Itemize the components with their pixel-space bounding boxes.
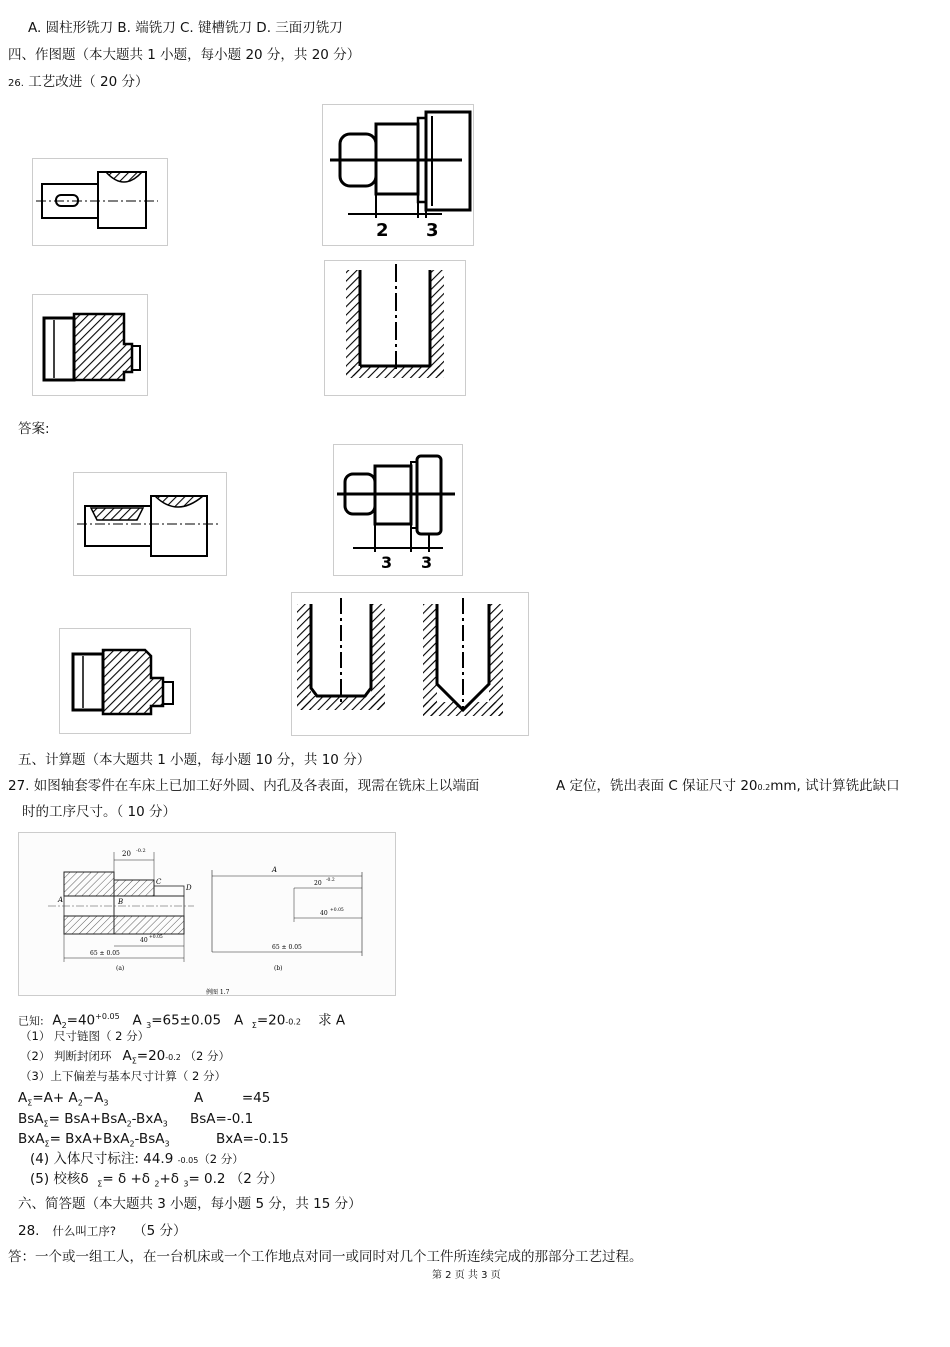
question-28	[18, 1222, 187, 1240]
figure-q26-stepped-shaft	[322, 104, 474, 246]
figure-label: 2	[376, 220, 389, 241]
equation-1-result: A =45	[194, 1090, 271, 1106]
dim-label: A	[272, 866, 278, 874]
figure-q27-sleeve-dimension-chain	[18, 832, 396, 996]
figure-label: 3	[426, 220, 439, 241]
figure-caption: (a)	[116, 965, 125, 972]
figure-q26-blind-hole	[324, 260, 466, 396]
given-line: 已知: $A_2=40^{+0.05}$ A $_3$=65±0.05 A $_\Sigma$=20-0.2 求 A	[18, 1012, 346, 1031]
figure-label: 3	[381, 553, 393, 572]
step-4: (4) 入体尺寸标注: 44.9 -0.05（2 分）	[30, 1151, 244, 1167]
equation-1: $A_\Sigma=A+ A_2-A_3$	[18, 1090, 109, 1108]
step-3: （3）上下偏差与基本尺寸计算（ 2 分）	[20, 1069, 226, 1083]
q25-options: A. 圆柱形铣刀 B. 端铣刀 C. 键槽铣刀 D. 三面刃铣刀	[28, 20, 343, 36]
step-5: (5) 校核δ $_\Sigma$= δ +δ $_2$+δ $_3$= 0.2 （2 分）	[30, 1171, 284, 1189]
surface-label: A	[58, 896, 64, 904]
dim-label: 40	[140, 937, 148, 944]
dim-label: 40	[320, 910, 328, 917]
question-27-line2: 时的工序尺寸。（ 10 分）	[22, 804, 177, 820]
figure-q26-shaft-keyway	[32, 158, 168, 246]
question-title: 工艺改进（ 20 分）	[28, 74, 149, 90]
question-number: 27.	[8, 778, 30, 794]
figure-caption: 例图 1.7	[206, 989, 230, 996]
equation-2-result: BsA=-0.1	[190, 1111, 254, 1127]
dim-tolerance: -0.2	[326, 878, 335, 883]
surface-label: B	[118, 898, 124, 906]
surface-label: C	[156, 878, 162, 886]
dim-label: 20	[122, 850, 131, 858]
equation-3: BxA$_\Sigma$= BxA+BxA$_2$-BsA$_3$	[18, 1131, 170, 1149]
question-number: 28.	[18, 1223, 40, 1239]
question-points: （5 分）	[133, 1223, 187, 1239]
figure-answer-stepped-shaft	[333, 444, 463, 576]
dim-tolerance: +0.05	[330, 908, 344, 913]
question-28-answer: 答：一个或一组工人，在一台机床或一个工作地点对同一或同时对几个工件所连续完成的那部分工艺过程。	[8, 1249, 643, 1265]
figure-answer-shaft-keyway	[73, 472, 227, 576]
section-6-header: 六、简答题（本大题共 3 小题，每小题 5 分，共 15 分）	[18, 1196, 362, 1212]
equation-3-result: BxA=-0.15	[216, 1131, 289, 1147]
section-4-header: 四、作图题（本大题共 1 小题，每小题 20 分，共 20 分）	[8, 47, 361, 63]
figure-q26-bushing-section	[32, 294, 148, 396]
dim-label: 20	[314, 880, 322, 887]
answer-label: 答案:	[18, 421, 50, 437]
figure-answer-blind-holes	[291, 592, 529, 736]
question-26	[8, 73, 148, 93]
step-1: （1） 尺寸链图（ 2 分）	[20, 1029, 150, 1043]
dim-tolerance: -0.2	[136, 848, 146, 854]
dim-label: 65 ± 0.05	[272, 944, 302, 951]
figure-answer-bushing-section	[59, 628, 191, 734]
surface-label: D	[186, 884, 192, 892]
step-2: （2） 判断封闭环 $A_\Sigma=20-0.2$ （2 分）	[20, 1048, 231, 1066]
page-footer: 第 2 页 共 3 页	[432, 1270, 501, 1281]
dim-label: 65 ± 0.05	[90, 950, 120, 957]
section-5-header: 五、计算题（本大题共 1 小题，每小题 10 分，共 10 分）	[18, 752, 371, 768]
figure-caption: (b)	[274, 965, 283, 972]
equation-2: BsA$_\Sigma$= BsA+BsA$_2$-BxA$_3$	[18, 1111, 168, 1129]
question-27-line1: 27. 如图轴套零件在车床上已加工好外圆、内孔及各表面，现需在铣床上以端面	[8, 778, 480, 794]
question-27-line1-right: A 定位，铣出表面 C 保证尺寸 200.2mm, 试计算铣此缺口	[556, 778, 900, 794]
question-number: 26.	[8, 78, 24, 89]
dim-tolerance: +0.05	[149, 935, 163, 940]
question-text: 什么叫工序?	[52, 1224, 116, 1238]
figure-label: 3	[421, 553, 433, 572]
